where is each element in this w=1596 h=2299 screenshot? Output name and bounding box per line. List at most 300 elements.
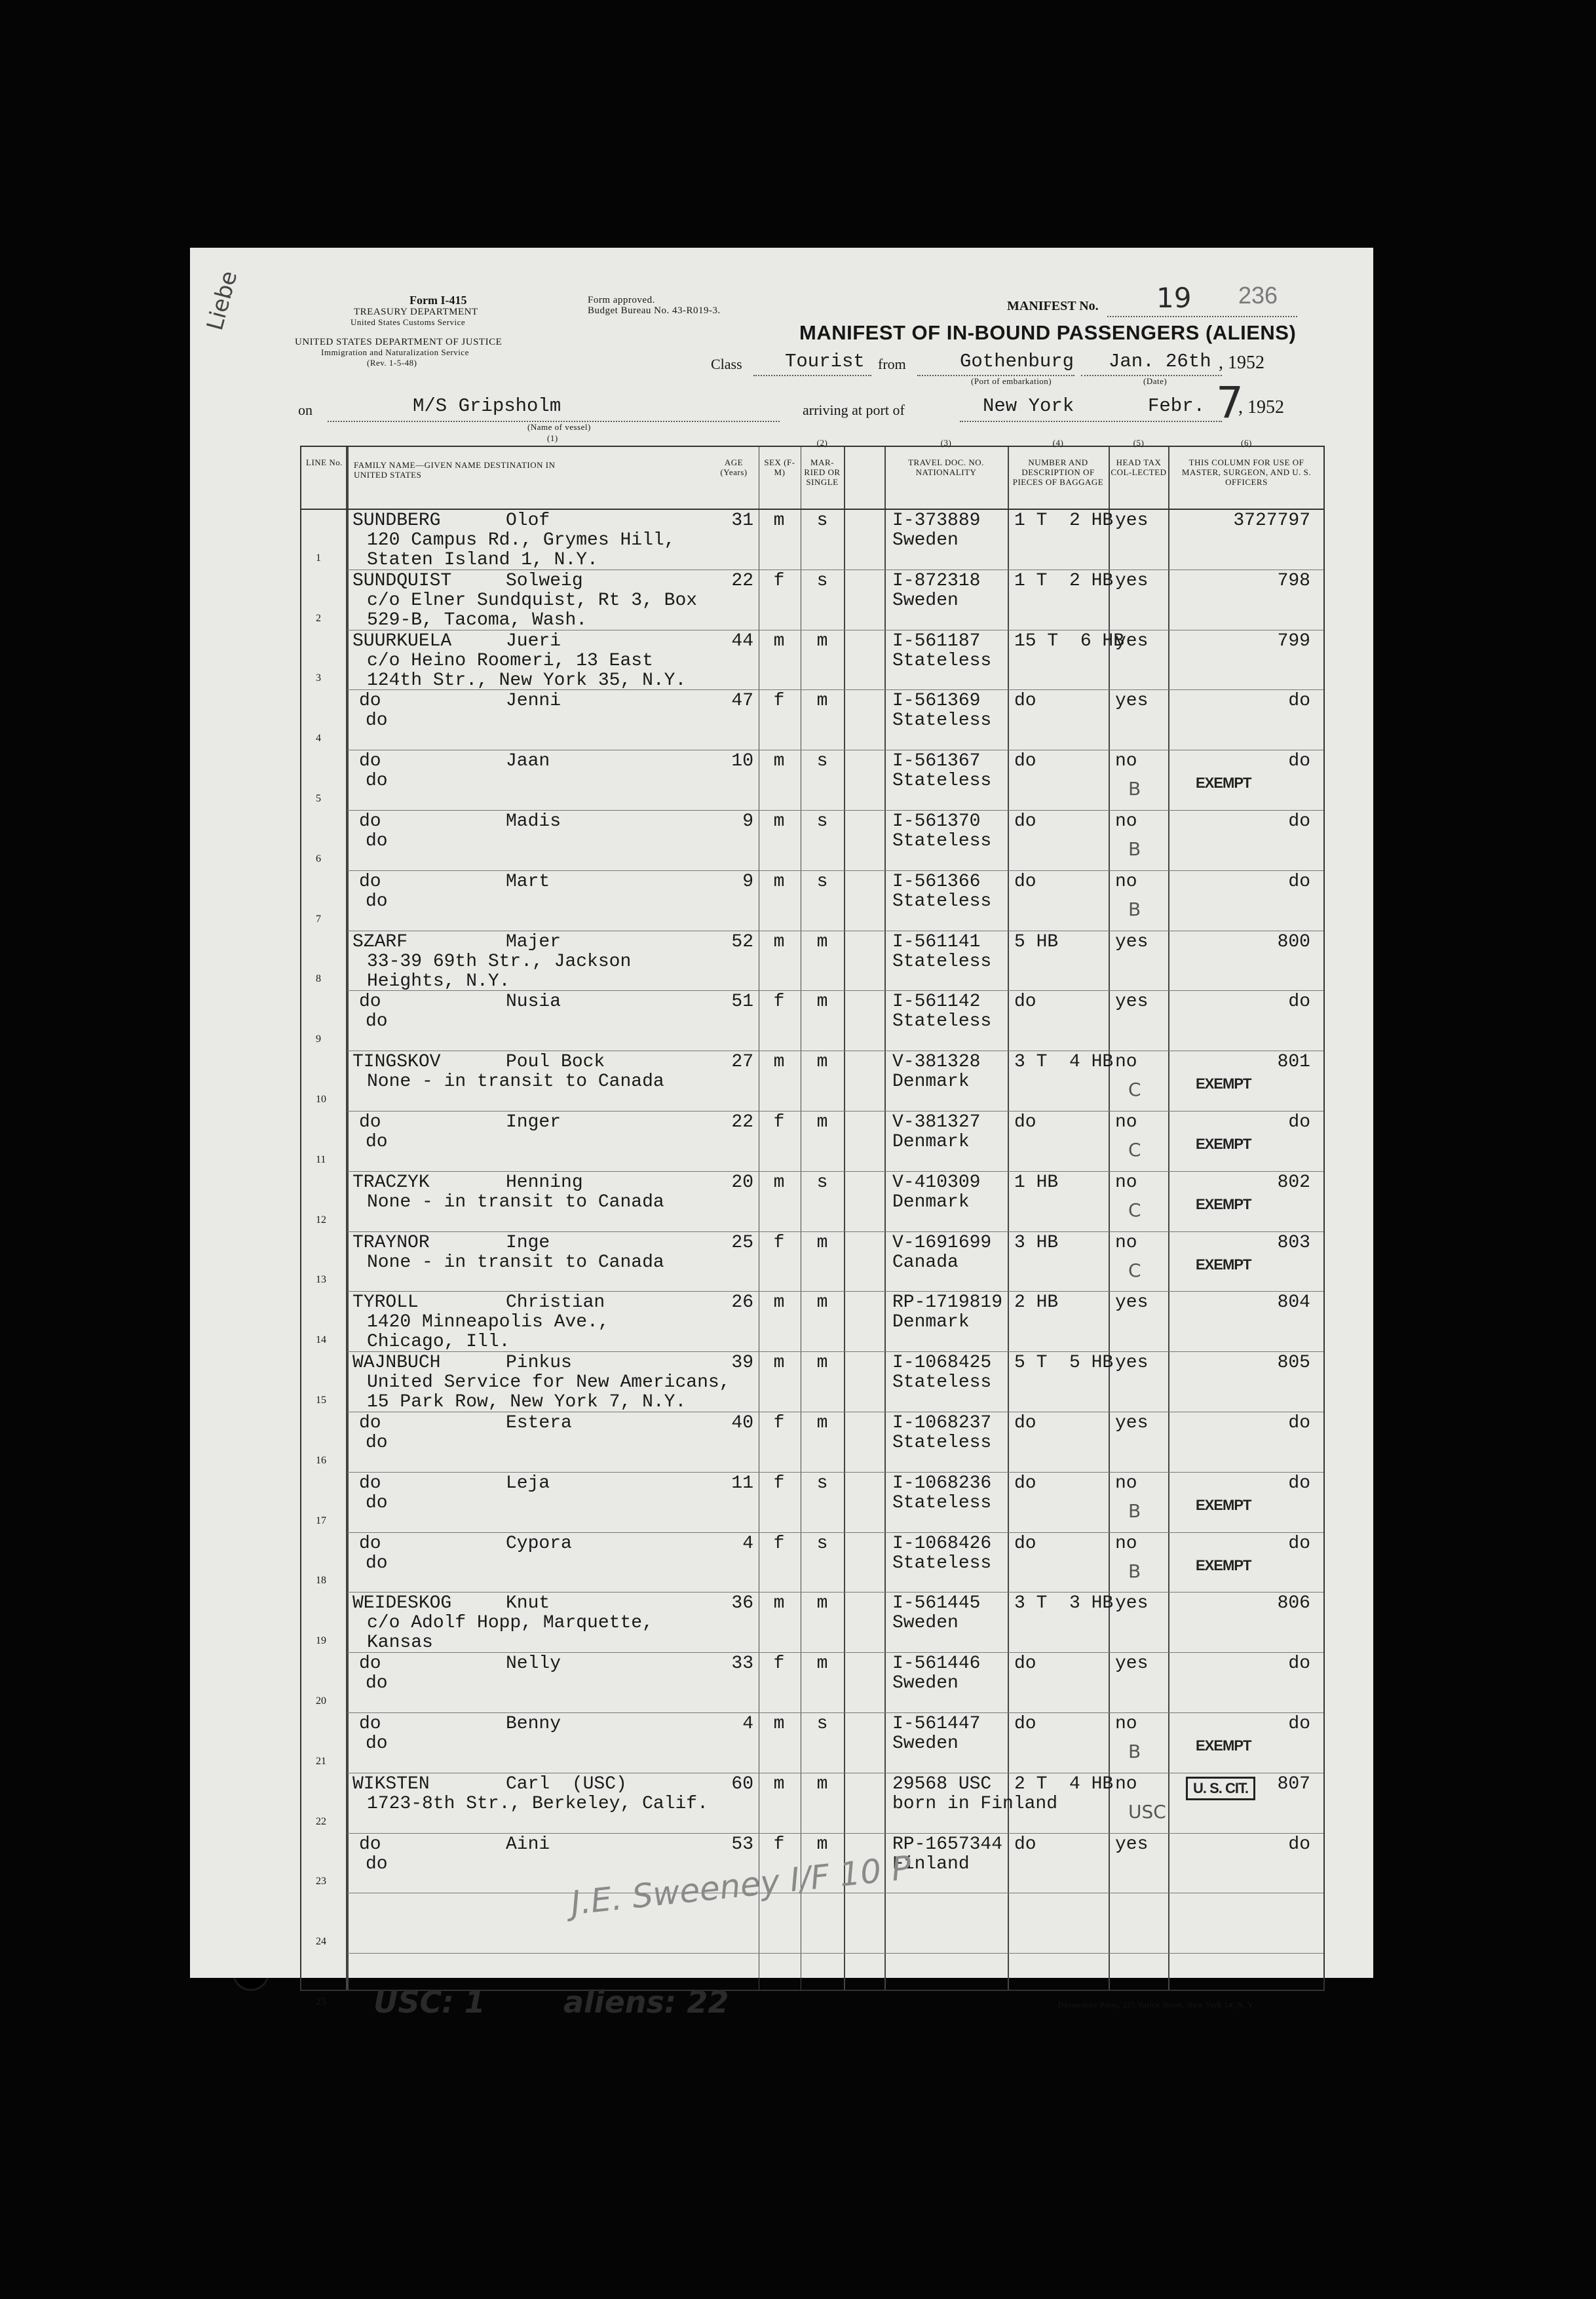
travel-doc-number: I-1068426 xyxy=(892,1533,992,1554)
destination-line-2: Staten Island 1, N.Y. xyxy=(367,550,598,570)
destination-line: United Service for New Americans, xyxy=(367,1372,731,1393)
given-name: Nusia xyxy=(506,992,561,1013)
baggage-cell: 2 T 4 HB xyxy=(1014,1773,1114,1794)
officer-column-cell: do xyxy=(1288,1714,1310,1734)
given-name: Estera xyxy=(506,1413,572,1433)
age-cell: 53 xyxy=(731,1834,753,1855)
col-married: MAR-RIED OR SINGLE xyxy=(804,457,841,487)
exempt-stamp: EXEMPT xyxy=(1196,1496,1251,1513)
baggage-cell: do xyxy=(1014,1653,1036,1674)
nationality-cell: born in Finland xyxy=(892,1793,1058,1814)
baggage-cell: do xyxy=(1014,1473,1036,1494)
line-number: 16 xyxy=(316,1454,326,1466)
sex-cell: m xyxy=(773,1052,785,1073)
baggage-cell: do xyxy=(1014,691,1036,712)
col-tax-number: (5) xyxy=(1133,438,1145,448)
given-name: Mart xyxy=(506,871,550,892)
family-name: do xyxy=(359,871,381,892)
marital-status-cell: s xyxy=(816,511,828,531)
line-number: 24 xyxy=(316,1936,326,1948)
sex-cell: m xyxy=(773,1593,785,1614)
age-cell: 27 xyxy=(731,1052,753,1073)
marital-status-cell: m xyxy=(816,1773,828,1794)
baggage-cell: 3 T 4 HB xyxy=(1014,1052,1114,1073)
travel-doc-number: I-872318 xyxy=(892,570,981,591)
officer-column-cell: 805 xyxy=(1277,1353,1310,1374)
line-number: 8 xyxy=(316,973,321,985)
sex-cell: m xyxy=(773,630,785,651)
baggage-cell: do xyxy=(1014,992,1036,1013)
nationality-cell: Stateless xyxy=(892,1433,992,1453)
sex-cell: f xyxy=(773,1653,785,1674)
justice-dept: UNITED STATES DEPARTMENT OF JUSTICE xyxy=(295,337,503,347)
given-name: Jaan xyxy=(506,751,550,772)
line-number: 21 xyxy=(316,1755,326,1767)
head-tax-cell: no xyxy=(1115,1232,1137,1253)
travel-doc-number: V-381327 xyxy=(892,1112,981,1132)
destination-line: 33-39 69th Str., Jackson xyxy=(367,951,632,972)
travel-doc-number: RP-1657344 xyxy=(892,1834,1003,1855)
baggage-cell: do xyxy=(1014,751,1036,772)
col-sex: SEX (F-M) xyxy=(764,457,795,477)
nationality-cell: Stateless xyxy=(892,650,992,671)
sex-cell: m xyxy=(773,931,785,952)
line-number: 23 xyxy=(316,1876,326,1887)
exempt-stamp: EXEMPT xyxy=(1196,1075,1251,1092)
head-tax-cell: yes xyxy=(1115,1413,1149,1433)
marital-status-cell: m xyxy=(816,1834,828,1855)
destination-line: c/o Heino Roomeri, 13 East xyxy=(367,650,653,671)
destination-line: 1723-8th Str., Berkeley, Calif. xyxy=(367,1793,708,1814)
family-name: WIKSTEN xyxy=(352,1773,430,1794)
baggage-cell: 1 HB xyxy=(1014,1172,1059,1193)
line-number: 18 xyxy=(316,1575,326,1587)
officer-column-cell: 807 xyxy=(1277,1773,1310,1794)
nationality-cell: Denmark xyxy=(892,1191,970,1212)
family-name: WAJNBUCH xyxy=(352,1353,441,1374)
line-number: 11 xyxy=(316,1153,326,1165)
destination-line: 120 Campus Rd., Grymes Hill, xyxy=(367,530,675,551)
nationality-cell: Stateless xyxy=(892,831,992,851)
sex-cell: f xyxy=(773,691,785,712)
arrival-year: , 1952 xyxy=(1238,397,1284,417)
class-value: Tourist xyxy=(785,351,865,372)
nationality-cell: Denmark xyxy=(892,1132,970,1152)
destination-line: c/o Adolf Hopp, Marquette, xyxy=(367,1613,653,1634)
family-name: TYROLL xyxy=(352,1292,419,1313)
budget-number: Budget Bureau No. 43-R019-3. xyxy=(588,305,721,316)
age-cell: 4 xyxy=(742,1714,753,1734)
nationality-cell: Finland xyxy=(892,1853,970,1874)
head-tax-cell: yes xyxy=(1115,1353,1149,1374)
manifest-page xyxy=(190,248,1373,2020)
usc-total: USC: 1 xyxy=(373,1984,485,2020)
embark-caption: (Port of embarkation) xyxy=(971,376,1052,386)
officer-column-cell: 800 xyxy=(1277,931,1310,952)
arrival-month: Febr. xyxy=(1148,395,1206,417)
travel-doc-number: I-561367 xyxy=(892,751,981,772)
officer-column-cell: do xyxy=(1288,691,1310,712)
travel-doc-number: V-381328 xyxy=(892,1052,981,1073)
given-name: Leja xyxy=(506,1473,550,1494)
travel-doc-number: 29568 USC xyxy=(892,1773,992,1794)
given-name: Inge xyxy=(506,1232,550,1253)
line-number: 17 xyxy=(316,1515,326,1526)
officer-column-cell: 804 xyxy=(1277,1292,1310,1313)
line-number: 2 xyxy=(316,612,321,624)
officer-column-cell: 798 xyxy=(1277,570,1310,591)
head-tax-cell: no xyxy=(1115,1052,1137,1073)
travel-doc-number: I-1068425 xyxy=(892,1353,992,1374)
baggage-cell: do xyxy=(1014,811,1036,832)
travel-doc-number: I-561445 xyxy=(892,1593,981,1614)
arrival-port: New York xyxy=(983,395,1074,417)
nationality-cell: Stateless xyxy=(892,951,992,972)
baggage-cell: do xyxy=(1014,1413,1036,1433)
col-baggage-number: (4) xyxy=(1052,438,1064,448)
table-row xyxy=(347,1893,1323,1954)
nationality-cell: Sweden xyxy=(892,1673,959,1694)
officer-column-cell: do xyxy=(1288,871,1310,892)
destination-line-2: 15 Park Row, New York 7, N.Y. xyxy=(367,1392,687,1413)
given-name: Olof xyxy=(506,511,550,531)
family-name: WEIDESKOG xyxy=(352,1593,452,1614)
sex-cell: m xyxy=(773,1292,785,1313)
arrival-day: 7 xyxy=(1216,377,1244,428)
destination-line-2: 529-B, Tacoma, Wash. xyxy=(367,609,588,630)
col-married-number: (2) xyxy=(816,438,828,448)
line-number: 1 xyxy=(316,552,321,564)
head-tax-cell: yes xyxy=(1115,1834,1149,1855)
destination-line: do xyxy=(366,831,388,851)
marital-status-cell: s xyxy=(816,751,828,772)
destination-line: do xyxy=(366,1492,388,1513)
line-number: 7 xyxy=(316,913,321,925)
destination-line: do xyxy=(366,710,388,731)
given-name: Pinkus xyxy=(506,1353,572,1374)
nationality-cell: Sweden xyxy=(892,530,959,551)
embark-port: Gothenburg xyxy=(960,351,1074,372)
col-officers: THIS COLUMN FOR USE OF MASTER, SURGEON, AND U. S. OFFICERS xyxy=(1181,457,1312,487)
age-cell: 36 xyxy=(731,1593,753,1614)
age-cell: 10 xyxy=(731,751,753,772)
sex-cell: m xyxy=(773,511,785,531)
travel-doc-number: I-373889 xyxy=(892,511,981,531)
age-cell: 20 xyxy=(731,1172,753,1193)
travel-doc-number: I-561370 xyxy=(892,811,981,832)
line-number: 9 xyxy=(316,1034,321,1045)
head-tax-cell: no xyxy=(1115,1714,1137,1734)
service-name: United States Customs Service xyxy=(351,317,466,327)
head-tax-cell: yes xyxy=(1115,630,1149,651)
family-name: do xyxy=(359,1834,381,1855)
given-name: Cypora xyxy=(506,1533,572,1554)
marital-status-cell: s xyxy=(816,570,828,591)
family-name: do xyxy=(359,992,381,1013)
line-number: 13 xyxy=(316,1274,326,1286)
destination-line-2: Kansas xyxy=(367,1632,433,1653)
destination-line: do xyxy=(366,891,388,912)
family-name: do xyxy=(359,811,381,832)
head-tax-cell: no xyxy=(1115,751,1137,772)
sex-cell: m xyxy=(773,1353,785,1374)
age-cell: 22 xyxy=(731,1112,753,1132)
officer-column-cell: 799 xyxy=(1277,630,1310,651)
tax-exemption-code: B xyxy=(1128,898,1141,920)
age-cell: 25 xyxy=(731,1232,753,1253)
sex-cell: f xyxy=(773,1533,785,1554)
tax-exemption-code: B xyxy=(1128,838,1141,860)
tax-exemption-code: B xyxy=(1128,1741,1141,1762)
marital-status-cell: m xyxy=(816,1353,828,1374)
marital-status-cell: m xyxy=(816,931,828,952)
nationality-cell: Stateless xyxy=(892,771,992,792)
marital-status-cell: m xyxy=(816,1413,828,1433)
printer-imprint: Devonshire Press, 225 Varick Street, New York 14, N. Y. xyxy=(1058,2000,1255,2009)
marital-status-cell: m xyxy=(816,992,828,1013)
travel-doc-number: I-561366 xyxy=(892,871,981,892)
travel-doc-number: I-561447 xyxy=(892,1714,981,1734)
marital-status-cell: m xyxy=(816,1112,828,1132)
officer-column-cell: do xyxy=(1288,1473,1310,1494)
baggage-cell: 3 T 3 HB xyxy=(1014,1593,1114,1614)
baggage-cell: do xyxy=(1014,871,1036,892)
destination-line: 1420 Minneapolis Ave., xyxy=(367,1312,609,1333)
travel-doc-number: I-561142 xyxy=(892,992,981,1013)
destination-line: do xyxy=(366,1132,388,1152)
family-name: SUURKUELA xyxy=(352,630,452,651)
age-cell: 11 xyxy=(731,1473,753,1494)
revision: (Rev. 1-5-48) xyxy=(367,358,417,368)
travel-doc-number: I-1068236 xyxy=(892,1473,992,1494)
line-number: 12 xyxy=(316,1214,326,1226)
baggage-cell: 5 HB xyxy=(1014,931,1059,952)
destination-line: do xyxy=(366,1853,388,1874)
exempt-stamp: EXEMPT xyxy=(1196,1556,1251,1574)
marital-status-cell: s xyxy=(816,1714,828,1734)
family-name: TRACZYK xyxy=(352,1172,430,1193)
col-line: LINE No. xyxy=(306,457,343,467)
page-number-stamp: 236 xyxy=(1238,282,1278,309)
family-name: SUNDQUIST xyxy=(352,570,452,591)
tax-exemption-code: B xyxy=(1128,1560,1141,1582)
destination-line: do xyxy=(366,1011,388,1032)
baggage-cell: do xyxy=(1014,1533,1036,1554)
given-name: Nelly xyxy=(506,1653,561,1674)
destination-line: None - in transit to Canada xyxy=(367,1072,664,1092)
destination-line-2: Chicago, Ill. xyxy=(367,1332,510,1353)
sex-cell: f xyxy=(773,1413,785,1433)
ins-name: Immigration and Naturalization Service xyxy=(321,347,469,357)
sex-cell: f xyxy=(773,1232,785,1253)
given-name: Jenni xyxy=(506,691,561,712)
on-label: on xyxy=(298,402,313,418)
dept-name: TREASURY DEPARTMENT xyxy=(354,307,478,317)
officer-column-cell: do xyxy=(1288,1413,1310,1433)
head-tax-cell: yes xyxy=(1115,570,1149,591)
form-number: Form I-415 xyxy=(409,294,467,307)
family-name: do xyxy=(359,751,381,772)
class-label: Class xyxy=(711,356,742,372)
from-label: from xyxy=(878,356,906,372)
form-approved: Form approved. xyxy=(588,295,655,305)
destination-line: None - in transit to Canada xyxy=(367,1252,664,1273)
head-tax-cell: no xyxy=(1115,1773,1137,1794)
col-head-tax: HEAD TAX COL-LECTED xyxy=(1111,457,1167,477)
family-name: do xyxy=(359,691,381,712)
col-age: AGE (Years) xyxy=(720,457,748,477)
age-cell: 22 xyxy=(731,570,753,591)
sex-cell: f xyxy=(773,570,785,591)
vessel-name: M/S Gripsholm xyxy=(413,395,561,417)
officer-signature: J.E. Sweeney I/F 10 P xyxy=(569,1848,913,1923)
destination-line: do xyxy=(366,1433,388,1453)
marital-status-cell: m xyxy=(816,1653,828,1674)
date-caption: (Date) xyxy=(1143,376,1168,386)
officer-column-cell: do xyxy=(1288,751,1310,772)
baggage-cell: 2 HB xyxy=(1014,1292,1059,1313)
marital-status-cell: m xyxy=(816,1292,828,1313)
tax-exemption-code: C xyxy=(1128,1259,1141,1281)
line-number: 14 xyxy=(316,1334,326,1346)
head-tax-cell: no xyxy=(1115,1172,1137,1193)
given-name: Jueri xyxy=(506,630,561,651)
marital-status-cell: m xyxy=(816,1052,828,1073)
line-number: 3 xyxy=(316,672,321,684)
age-cell: 47 xyxy=(731,691,753,712)
family-name: do xyxy=(359,1653,381,1674)
sex-cell: m xyxy=(773,751,785,772)
travel-doc-number: I-561446 xyxy=(892,1653,981,1674)
col-name: FAMILY NAME—GIVEN NAME DESTINATION IN UNITED STATES xyxy=(354,460,556,480)
baggage-cell: do xyxy=(1014,1112,1036,1132)
manifest-label: MANIFEST No. xyxy=(1007,299,1099,313)
head-tax-cell: yes xyxy=(1115,1292,1149,1313)
baggage-cell: 15 T 6 HB xyxy=(1014,630,1125,651)
nationality-cell: Denmark xyxy=(892,1312,970,1333)
officer-column-cell: 3727797 xyxy=(1233,511,1310,531)
destination-line: do xyxy=(366,771,388,792)
family-name: do xyxy=(359,1714,381,1734)
manifest-number: 19 xyxy=(1156,282,1192,314)
tax-exemption-code: C xyxy=(1128,1079,1141,1101)
line-number: 20 xyxy=(316,1695,326,1707)
exempt-stamp: EXEMPT xyxy=(1196,1195,1251,1212)
officer-column-cell: 803 xyxy=(1277,1232,1310,1253)
tax-exemption-code: USC xyxy=(1128,1800,1166,1823)
head-tax-cell: no xyxy=(1115,1112,1137,1132)
arriving-label: arriving at port of xyxy=(803,402,905,418)
exempt-stamp: EXEMPT xyxy=(1196,1136,1251,1152)
given-name: Henning xyxy=(506,1172,583,1193)
baggage-cell: 1 T 2 HB xyxy=(1014,511,1114,531)
age-cell: 44 xyxy=(731,630,753,651)
given-name: Knut xyxy=(506,1593,550,1614)
manifest-title: MANIFEST OF IN-BOUND PASSENGERS (ALIENS) xyxy=(799,321,1297,344)
family-name: SZARF xyxy=(352,931,408,952)
head-tax-cell: no xyxy=(1115,811,1137,832)
line-number: 4 xyxy=(316,733,321,744)
head-tax-cell: no xyxy=(1115,1473,1137,1494)
line-number: 10 xyxy=(316,1094,326,1105)
line-number: 5 xyxy=(316,793,321,804)
officer-column-cell: do xyxy=(1288,1533,1310,1554)
baggage-cell: do xyxy=(1014,1714,1036,1734)
family-name: SUNDBERG xyxy=(352,511,441,531)
exempt-stamp: EXEMPT xyxy=(1196,775,1251,792)
family-name: TINGSKOV xyxy=(352,1052,441,1073)
head-tax-cell: no xyxy=(1115,1533,1137,1554)
nationality-cell: Sweden xyxy=(892,1733,959,1754)
nationality-cell: Stateless xyxy=(892,1492,992,1513)
officer-column-cell: 801 xyxy=(1277,1052,1310,1073)
line-number: 15 xyxy=(316,1395,326,1406)
exempt-stamp: U. S. CIT. xyxy=(1186,1777,1255,1800)
age-cell: 39 xyxy=(731,1353,753,1374)
sex-cell: m xyxy=(773,811,785,832)
age-cell: 51 xyxy=(731,992,753,1013)
sex-cell: m xyxy=(773,1172,785,1193)
travel-doc-number: V-1691699 xyxy=(892,1232,992,1253)
travel-doc-number: V-410309 xyxy=(892,1172,981,1193)
age-cell: 33 xyxy=(731,1653,753,1674)
head-tax-cell: yes xyxy=(1115,1593,1149,1614)
line-number: 6 xyxy=(316,853,321,864)
baggage-cell: 3 HB xyxy=(1014,1232,1059,1253)
destination-line: None - in transit to Canada xyxy=(367,1191,664,1212)
officer-column-cell: do xyxy=(1288,992,1310,1013)
exempt-stamp: EXEMPT xyxy=(1196,1256,1251,1273)
given-name: Majer xyxy=(506,931,561,952)
marital-status-cell: m xyxy=(816,1232,828,1253)
family-name: do xyxy=(359,1413,381,1433)
marital-status-cell: m xyxy=(816,691,828,712)
sex-cell: f xyxy=(773,1473,785,1494)
line-number: 19 xyxy=(316,1635,326,1647)
nationality-cell: Stateless xyxy=(892,710,992,731)
destination-line: do xyxy=(366,1733,388,1754)
marital-status-cell: s xyxy=(816,871,828,892)
sex-cell: f xyxy=(773,1834,785,1855)
sex-cell: m xyxy=(773,871,785,892)
officer-column-cell: do xyxy=(1288,811,1310,832)
line-number: 25 xyxy=(316,1996,326,2007)
nationality-cell: Stateless xyxy=(892,1011,992,1032)
baggage-cell: 1 T 2 HB xyxy=(1014,570,1114,591)
age-cell: 31 xyxy=(731,511,753,531)
age-cell: 4 xyxy=(742,1533,753,1554)
marital-status-cell: m xyxy=(816,630,828,651)
sex-cell: f xyxy=(773,992,785,1013)
head-tax-cell: yes xyxy=(1115,931,1149,952)
officer-column-cell: 806 xyxy=(1277,1593,1310,1614)
age-cell: 9 xyxy=(742,871,753,892)
given-name: Christian xyxy=(506,1292,605,1313)
given-name: Carl (USC) xyxy=(506,1773,627,1794)
exempt-stamp: EXEMPT xyxy=(1196,1737,1251,1754)
travel-doc-number: I-561187 xyxy=(892,630,981,651)
head-tax-cell: yes xyxy=(1115,511,1149,531)
marital-status-cell: s xyxy=(816,1473,828,1494)
nationality-cell: Denmark xyxy=(892,1072,970,1092)
sex-cell: f xyxy=(773,1112,785,1132)
nationality-cell: Stateless xyxy=(892,1372,992,1393)
age-cell: 52 xyxy=(731,931,753,952)
head-tax-cell: yes xyxy=(1115,1653,1149,1674)
officer-column-cell: do xyxy=(1288,1112,1310,1132)
col-officers-number: (6) xyxy=(1241,438,1252,448)
col-travel-number: (3) xyxy=(940,438,952,448)
